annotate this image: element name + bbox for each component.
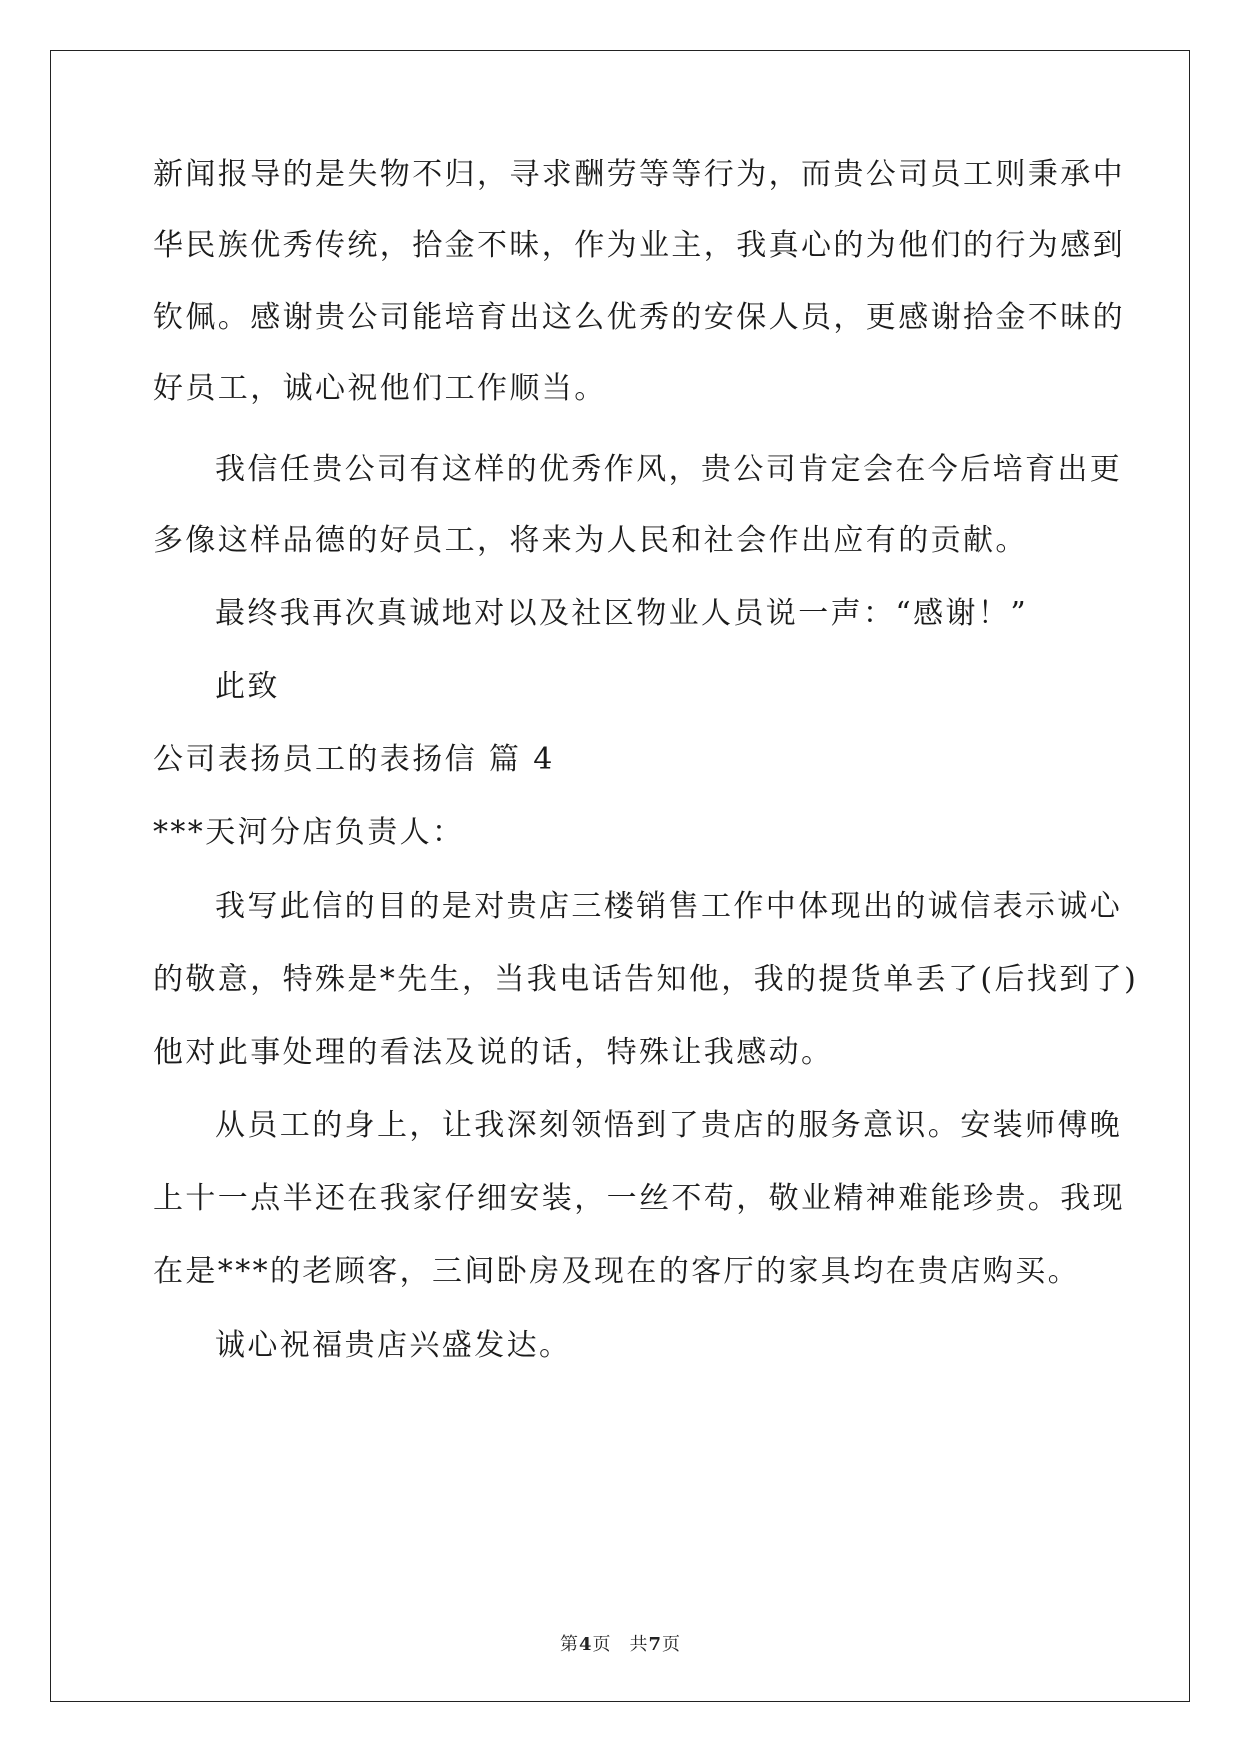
page-footer [0,1633,1241,1657]
letter-addressee: ***天河分店负责人： [153,815,465,850]
paragraph-line: 好员工，诚心祝他们工作顺当。 [153,371,607,406]
paragraph-line: 从员工的身上，让我深刻领悟到了贵店的服务意识。安装师傅晚 [215,1108,1123,1143]
paragraph-line: 钦佩。感谢贵公司能培育出这么优秀的安保人员，更感谢拾金不昧的 [153,300,1125,335]
paragraph-line: 诚心祝福贵店兴盛发达。 [215,1328,572,1363]
paragraph-line: 上十一点半还在我家仔细安装，一丝不苟，敬业精神难能珍贵。我现 [153,1181,1125,1216]
paragraph-line: 多像这样品德的好员工，将来为人民和社会作出应有的贡献。 [153,523,1028,558]
paragraph-line: 新闻报导的是失物不归，寻求酬劳等等行为，而贵公司员工则秉承中 [153,157,1125,192]
paragraph-line: 我信任贵公司有这样的优秀作风，贵公司肯定会在今后培育出更 [215,452,1123,487]
section-heading: 公司表扬员工的表扬信 篇 4 [153,742,555,777]
footer-page-suffix: 页 [592,1634,612,1655]
paragraph-line: 华民族优秀传统，拾金不昧，作为业主，我真心的为他们的行为感到 [153,228,1125,263]
closing-salutation: 此致 [215,669,280,704]
paragraph-line: 最终我再次真诚地对以及社区物业人员说一声：“感谢！” [215,596,1029,631]
footer-page-number: 4 [578,1634,593,1655]
footer-total-pages: 7 [648,1634,663,1655]
paragraph-line: 我写此信的目的是对贵店三楼销售工作中体现出的诚信表示诚心 [215,889,1123,924]
paragraph-line: 在是***的老顾客，三间卧房及现在的客厅的家具均在贵店购买。 [153,1254,1080,1289]
footer-total-suffix: 页 [662,1634,682,1655]
paragraph-line: 的敬意，特殊是*先生，当我电话告知他，我的提货单丢了(后找到了) [153,962,1139,997]
footer-total-prefix: 共 [629,1634,649,1655]
footer-prefix: 第 [559,1634,579,1655]
paragraph-line: 他对此事处理的看法及说的话，特殊让我感动。 [153,1035,834,1070]
